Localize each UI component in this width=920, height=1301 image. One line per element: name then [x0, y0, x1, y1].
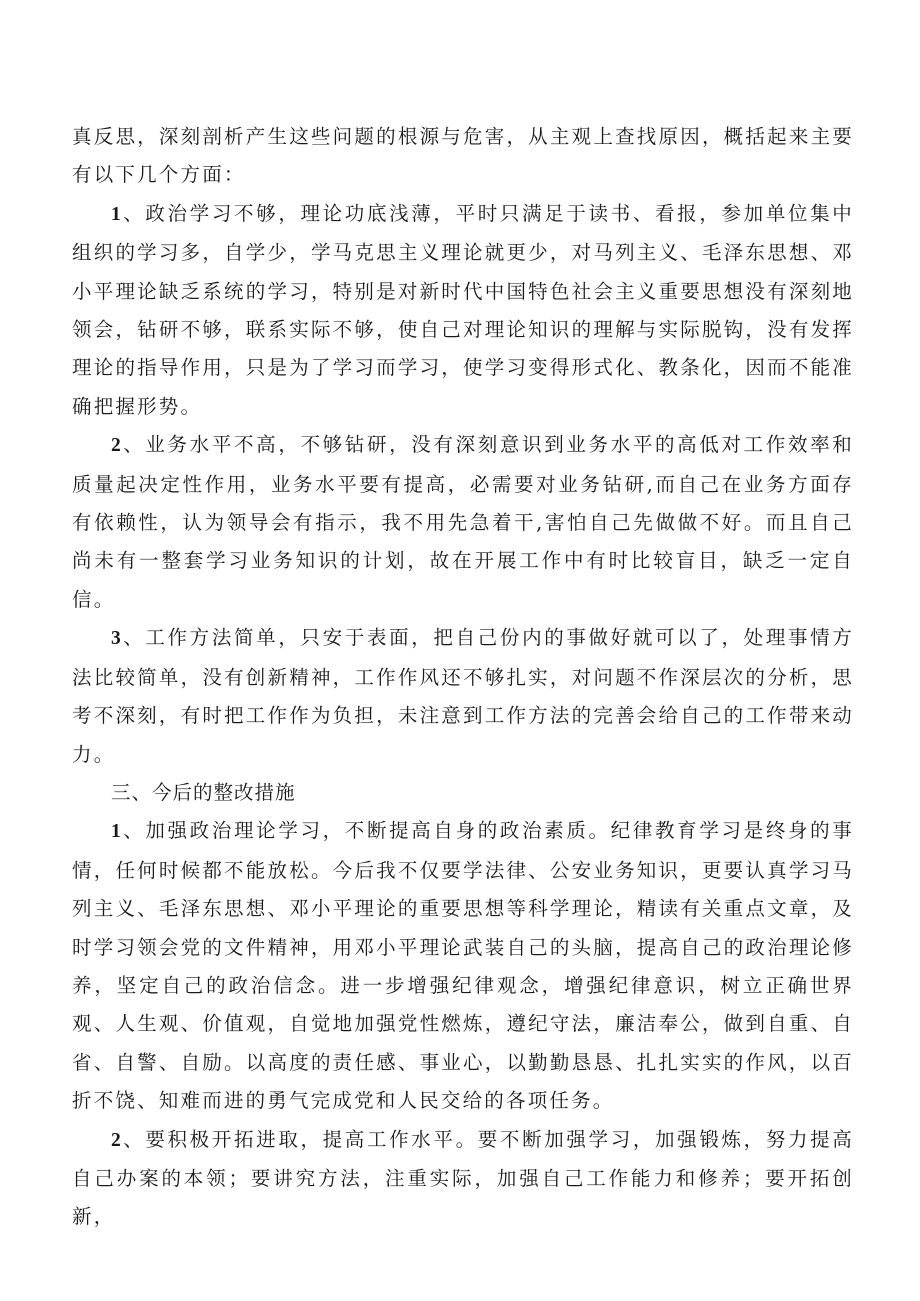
section-heading: 三、今后的整改措施 — [111, 780, 296, 804]
measure-number-1: 1 — [111, 821, 121, 843]
measure-text-1: 、加强政治理论学习，不断提高自身的政治素质。纪律教育学习是终身的事情，任何时候都不能放松。今后我不仅要学法律、公安业务知识，更要认真学习马列主义、毛泽东思想、邓小平理论的重要思想等科学理论，精读有关重点文章，及时学习领会党的文件精神，用邓小平理论武装自己的头脑，提高自己的政治理论修养，坚定自己的政治信念。进一步增强纪律观念，增强纪律意识，树立正确世界观、人生观、价值观，自觉地加强党性燃炼，遵纪守法，廉洁奉公，做到自重、自省、自警、自励。以高度的责任感、事业心，以勤勤恳恳、扎扎实实的作风，以百折不饶、知难而进的勇气完成党和人民交给的各项任务。 — [72, 819, 854, 1113]
cause-paragraph-3 — [72, 619, 854, 774]
cause-paragraph-2 — [72, 426, 854, 619]
measure-text-2: 、要积极开拓进取，提高工作水平。要不断加强学习，加强锻炼，努力提高自己办案的本领；要讲究方法，注重实际，加强自己工作能力和修养；要开拓创新， — [72, 1127, 854, 1229]
cause-paragraph-1 — [72, 195, 854, 426]
cause-text-2: 、业务水平不高，不够钻研，没有深刻意识到业务水平的高低对工作效率和质量起决定性作用，业务水平要有提高，必需要对业务钻研,而自己在业务方面存有依赖性，认为领导会有指示，我不用先急着干,害怕自己先做做不好。而且自己尚未有一整套学习业务知识的计划，故在开展工作中有时比较盲目，缺乏一定自信。 — [72, 433, 854, 611]
cause-text-3: 、工作方法简单，只安于表面，把自己份内的事做好就可以了，处理事情方法比较简单，没有创新精神，工作作风还不够扎实，对问题不作深层次的分析，思考不深刻，有时把工作作为负担，未注意到工作方法的完善会给自己的工作带来动力。 — [72, 626, 854, 766]
cause-number-3: 3 — [111, 628, 121, 650]
cause-number-1: 1 — [111, 203, 121, 225]
measure-paragraph-2 — [72, 1121, 854, 1237]
intro-paragraph: 真反思，深刻剖析产生这些问题的根源与危害，从主观上查找原因，概括起来主要有以下几个方面： — [72, 125, 854, 187]
document-body — [72, 118, 854, 1237]
cause-text-1: 、政治学习不够，理论功底浅薄，平时只满足于读书、看报，参加单位集中组织的学习多，自学少，学马克思主义理论就更少，对马列主义、毛泽东思想、邓小平理论缺乏系统的学习，特别是对新时代中国特色社会主义重要思想没有深刻地领会，钻研不够，联系实际不够，使自己对理论知识的理解与实际脱钩，没有发挥理论的指导作用，只是为了学习而学习，使学习变得形式化、教条化，因而不能准确把握形势。 — [72, 201, 854, 418]
measure-paragraph-1 — [72, 812, 854, 1120]
cause-number-2: 2 — [111, 435, 121, 457]
measure-number-2: 2 — [111, 1129, 121, 1151]
